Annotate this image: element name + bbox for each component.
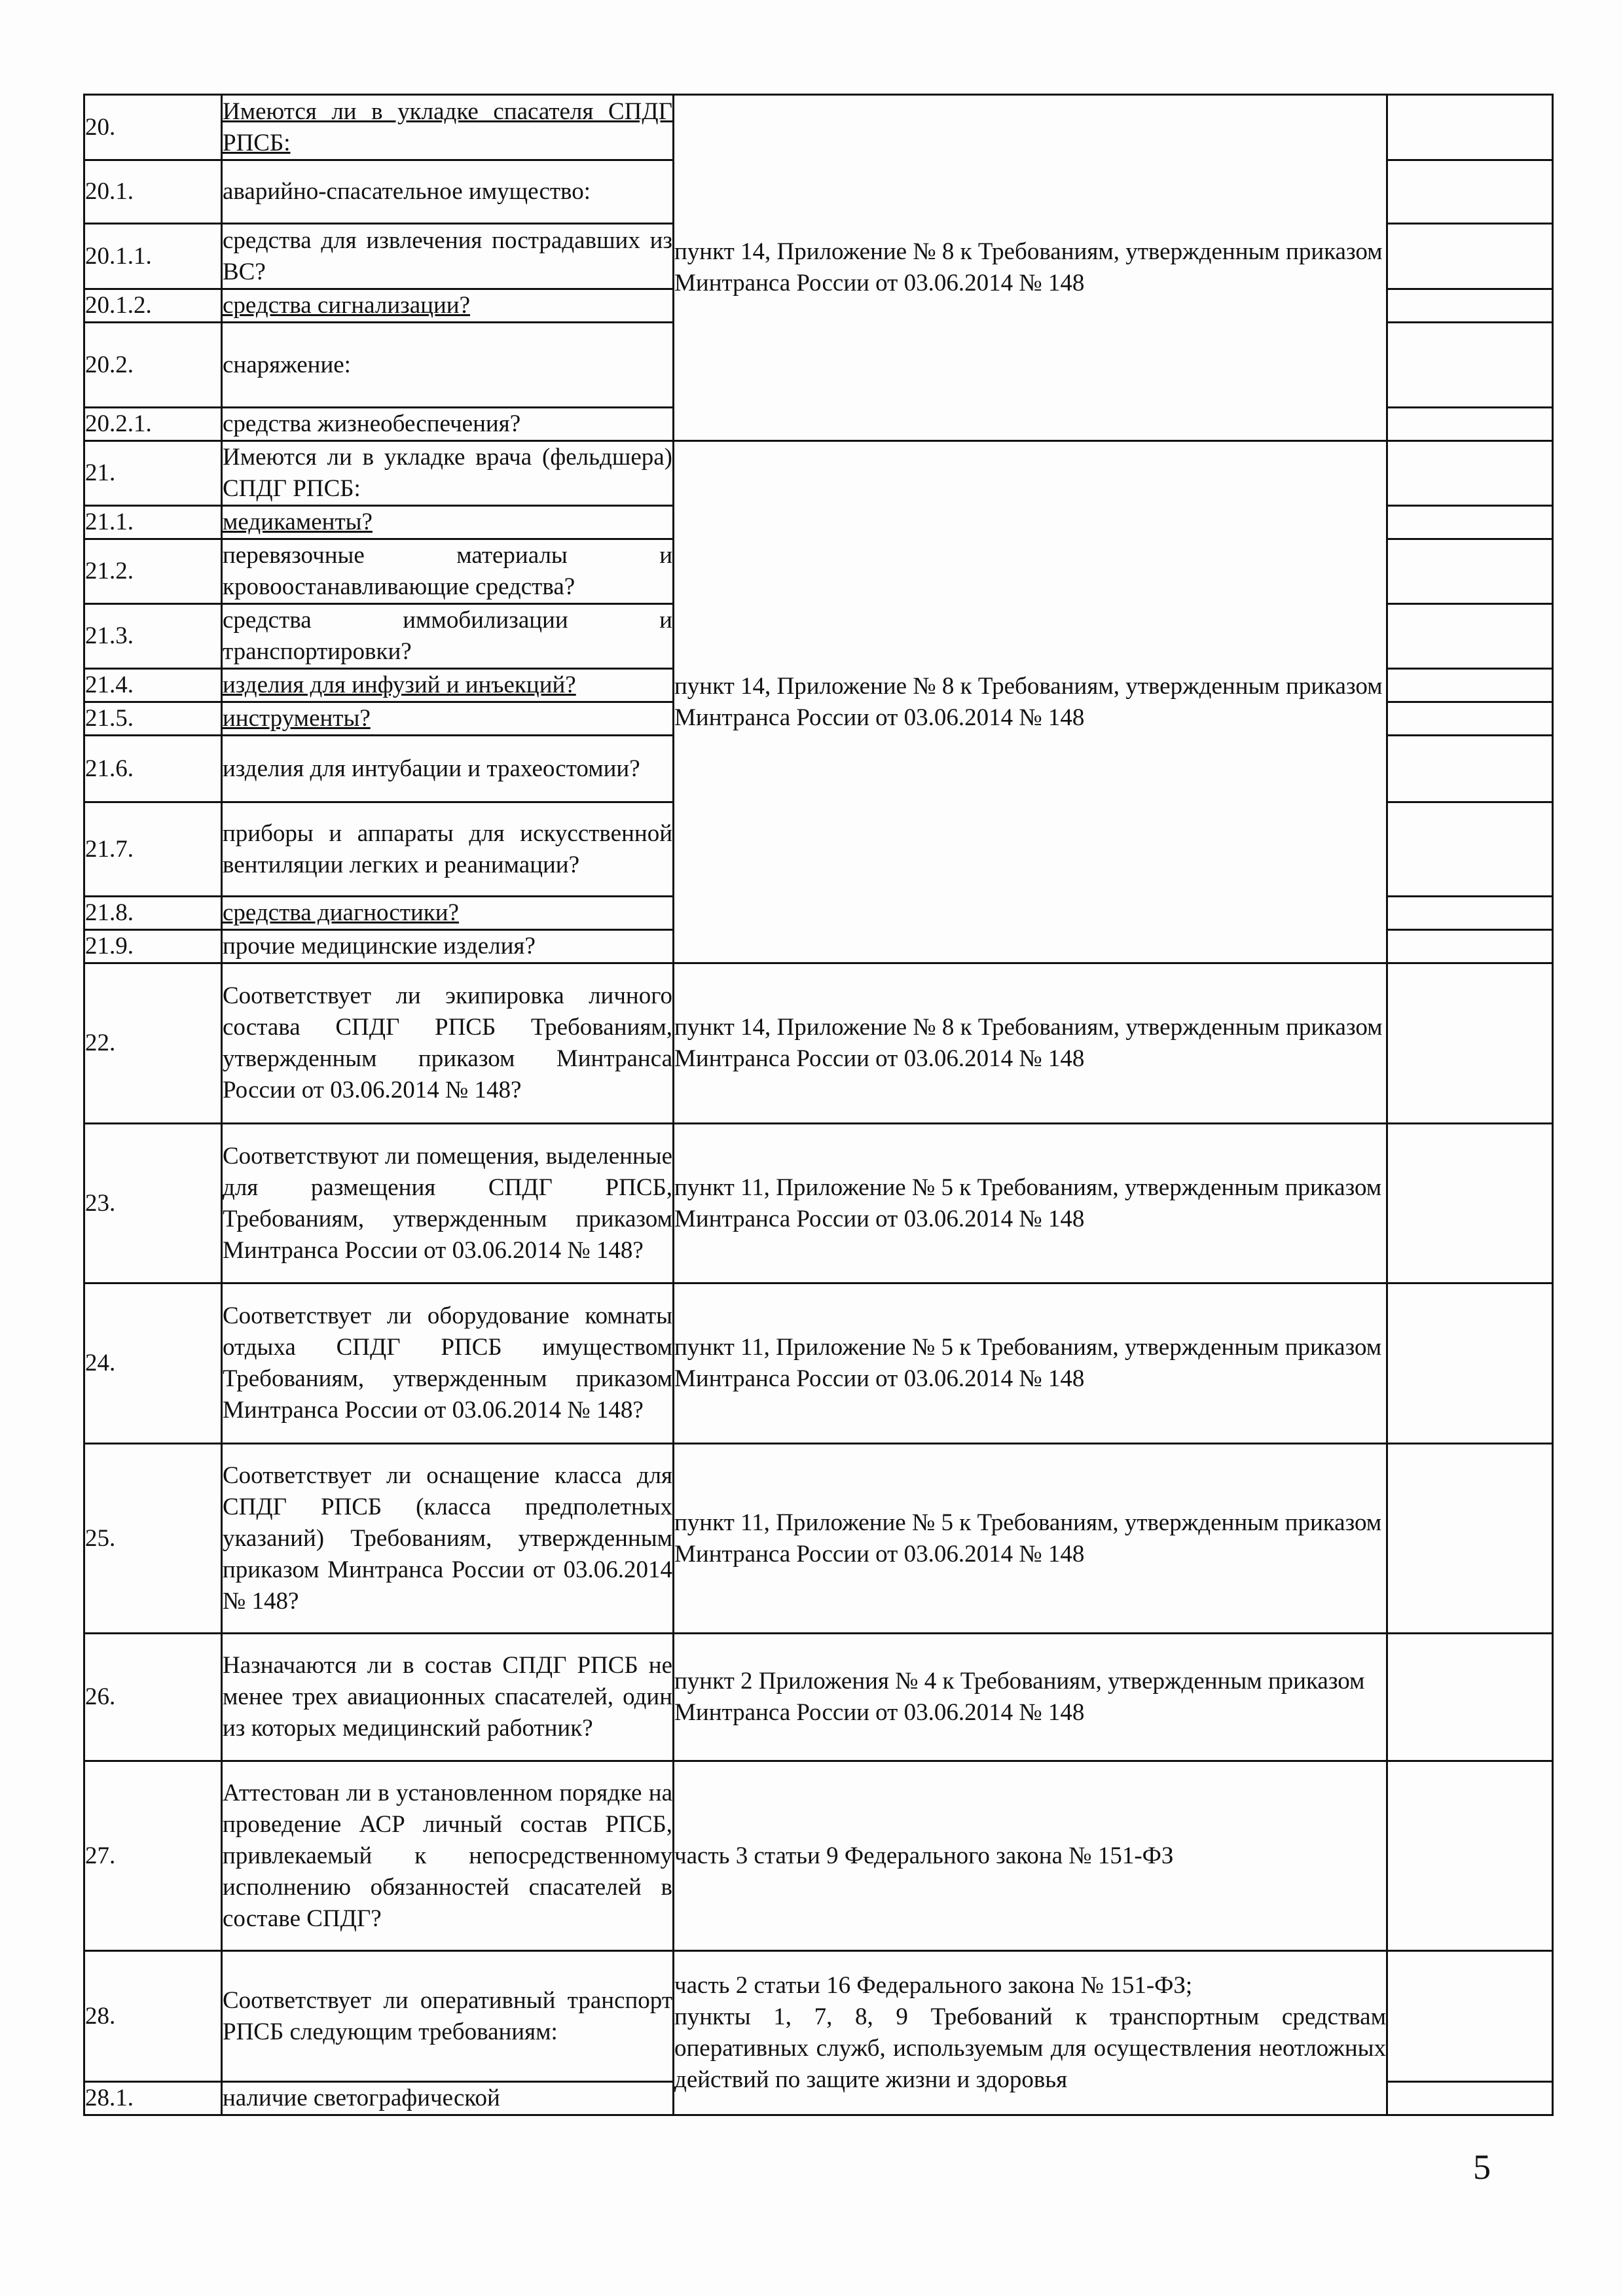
legal-reference: пункт 11, Приложение № 5 к Требованиям, утвержденным приказом Минтранса России от 03.06.2014 № 148: [674, 1124, 1387, 1283]
answer-cell[interactable]: [1387, 736, 1553, 802]
question-text: Имеются ли в укладке спасателя СПДГ РПСБ:: [222, 95, 674, 160]
answer-cell[interactable]: [1387, 604, 1553, 669]
question-text: изделия для инфузий и инъекций?: [222, 669, 674, 702]
answer-cell[interactable]: [1387, 897, 1553, 930]
row-number: 21.5.: [84, 702, 222, 736]
row-number: 20.2.1.: [84, 408, 222, 441]
row-number: 25.: [84, 1444, 222, 1634]
table-row: [84, 1124, 1553, 1283]
legal-reference-part: пункты 1, 7, 8, 9 Требований к транспортным средствам оперативных служб, используемым для осуществления неотложных действий по защите жизни и здоровья: [674, 2003, 1386, 2093]
row-number: 20.1.: [84, 160, 222, 224]
table-row: [84, 1444, 1553, 1634]
legal-reference-part: часть 2 статьи 16 Федерального закона № 151-ФЗ;: [674, 1972, 1193, 1999]
row-number: 28.: [84, 1951, 222, 2082]
legal-reference: пункт 11, Приложение № 5 к Требованиям, утвержденным приказом Минтранса России от 03.06.2014 № 148: [674, 1444, 1387, 1634]
answer-cell[interactable]: [1387, 95, 1553, 160]
row-number: 26.: [84, 1634, 222, 1761]
row-number: 21.2.: [84, 539, 222, 604]
row-number: 28.1.: [84, 2082, 222, 2115]
row-number: 20.2.: [84, 323, 222, 408]
row-number: 21.8.: [84, 897, 222, 930]
page-number: 5: [1473, 2147, 1491, 2187]
answer-cell[interactable]: [1387, 539, 1553, 604]
question-text: Соответствует ли оснащение класса для СПДГ РПСБ (класса предполетных указаний) Требованиям, утвержденным приказом Минтранса России от 03.06.2014 № 148?: [222, 1444, 674, 1634]
answer-cell[interactable]: [1387, 1951, 1553, 2082]
answer-cell[interactable]: [1387, 1634, 1553, 1761]
row-number: 20.: [84, 95, 222, 160]
question-text: прочие медицинские изделия?: [222, 930, 674, 963]
row-number: 20.1.2.: [84, 289, 222, 323]
answer-cell[interactable]: [1387, 1283, 1553, 1444]
row-number: 21.1.: [84, 506, 222, 539]
question-text: приборы и аппараты для искусственной вентиляции легких и реанимации?: [222, 802, 674, 897]
row-number: 21.3.: [84, 604, 222, 669]
question-text: средства сигнализации?: [222, 289, 674, 323]
checklist-table: [83, 94, 1554, 2116]
legal-reference: часть 3 статьи 9 Федерального закона № 151-ФЗ: [674, 1761, 1387, 1951]
question-text: Соответствует ли оперативный транспорт РПСБ следующим требованиям:: [222, 1951, 674, 2082]
answer-cell[interactable]: [1387, 930, 1553, 963]
answer-cell[interactable]: [1387, 160, 1553, 224]
question-text: средства диагностики?: [222, 897, 674, 930]
question-text: средства жизнеобеспечения?: [222, 408, 674, 441]
legal-reference: пункт 14, Приложение № 8 к Требованиям, утвержденным приказом Минтранса России от 03.06.2014 № 148: [674, 441, 1387, 963]
answer-cell[interactable]: [1387, 506, 1553, 539]
table-row: [84, 95, 1553, 160]
answer-cell[interactable]: [1387, 441, 1553, 506]
answer-cell[interactable]: [1387, 224, 1553, 289]
table-row: [84, 1761, 1553, 1951]
answer-cell[interactable]: [1387, 963, 1553, 1124]
question-text: Назначаются ли в состав СПДГ РПСБ не менее трех авиационных спасателей, один из которых медицинский работник?: [222, 1634, 674, 1761]
legal-reference: пункт 14, Приложение № 8 к Требованиям, утвержденным приказом Минтранса России от 03.06.2014 № 148: [674, 95, 1387, 441]
answer-cell[interactable]: [1387, 702, 1553, 736]
row-number: 21.9.: [84, 930, 222, 963]
question-text: средства иммобилизации и транспортировки?: [222, 604, 674, 669]
question-text: инструменты?: [222, 702, 674, 736]
row-number: 22.: [84, 963, 222, 1124]
table-row: [84, 1951, 1553, 2082]
answer-cell[interactable]: [1387, 1761, 1553, 1951]
row-number: 23.: [84, 1124, 222, 1283]
legal-reference: пункт 2 Приложения № 4 к Требованиям, утвержденным приказом Минтранса России от 03.06.2014 № 148: [674, 1634, 1387, 1761]
answer-cell[interactable]: [1387, 802, 1553, 897]
row-number: 27.: [84, 1761, 222, 1951]
question-text: наличие светографической: [222, 2082, 674, 2115]
question-text: аварийно-спасательное имущество:: [222, 160, 674, 224]
question-text: Соответствует ли оборудование комнаты отдыха СПДГ РПСБ имуществом Требованиям, утвержденным приказом Минтранса России от 03.06.2014 № 148?: [222, 1283, 674, 1444]
table-row: [84, 1283, 1553, 1444]
row-number: 21.7.: [84, 802, 222, 897]
question-text: Имеются ли в укладке врача (фельдшера) СПДГ РПСБ:: [222, 441, 674, 506]
question-text: изделия для интубации и трахеостомии?: [222, 736, 674, 802]
row-number: 20.1.1.: [84, 224, 222, 289]
answer-cell[interactable]: [1387, 669, 1553, 702]
table-row: [84, 441, 1553, 506]
legal-reference: пункт 11, Приложение № 5 к Требованиям, утвержденным приказом Минтранса России от 03.06.2014 № 148: [674, 1283, 1387, 1444]
answer-cell[interactable]: [1387, 1124, 1553, 1283]
row-number: 24.: [84, 1283, 222, 1444]
answer-cell[interactable]: [1387, 323, 1553, 408]
answer-cell[interactable]: [1387, 408, 1553, 441]
row-number: 21.: [84, 441, 222, 506]
question-text: перевязочные материалы и кровоостанавливающие средства?: [222, 539, 674, 604]
answer-cell[interactable]: [1387, 1444, 1553, 1634]
question-text: снаряжение:: [222, 323, 674, 408]
answer-cell[interactable]: [1387, 289, 1553, 323]
answer-cell[interactable]: [1387, 2082, 1553, 2115]
row-number: 21.4.: [84, 669, 222, 702]
table-row: [84, 963, 1553, 1124]
legal-reference: [674, 1951, 1387, 2115]
question-text: Соответствует ли экипировка личного состава СПДГ РПСБ Требованиям, утвержденным приказом Минтранса России от 03.06.2014 № 148?: [222, 963, 674, 1124]
question-text: Соответствуют ли помещения, выделенные для размещения СПДГ РПСБ, Требованиям, утвержденным приказом Минтранса России от 03.06.2014 № 148?: [222, 1124, 674, 1283]
question-text: Аттестован ли в установленном порядке на проведение АСР личный состав РПСБ, привлекаемый к непосредственному исполнению обязанностей спасателей в составе СПДГ?: [222, 1761, 674, 1951]
row-number: 21.6.: [84, 736, 222, 802]
question-text: медикаменты?: [222, 506, 674, 539]
table-row: [84, 1634, 1553, 1761]
legal-reference: пункт 14, Приложение № 8 к Требованиям, утвержденным приказом Минтранса России от 03.06.2014 № 148: [674, 963, 1387, 1124]
question-text: средства для извлечения пострадавших из ВС?: [222, 224, 674, 289]
